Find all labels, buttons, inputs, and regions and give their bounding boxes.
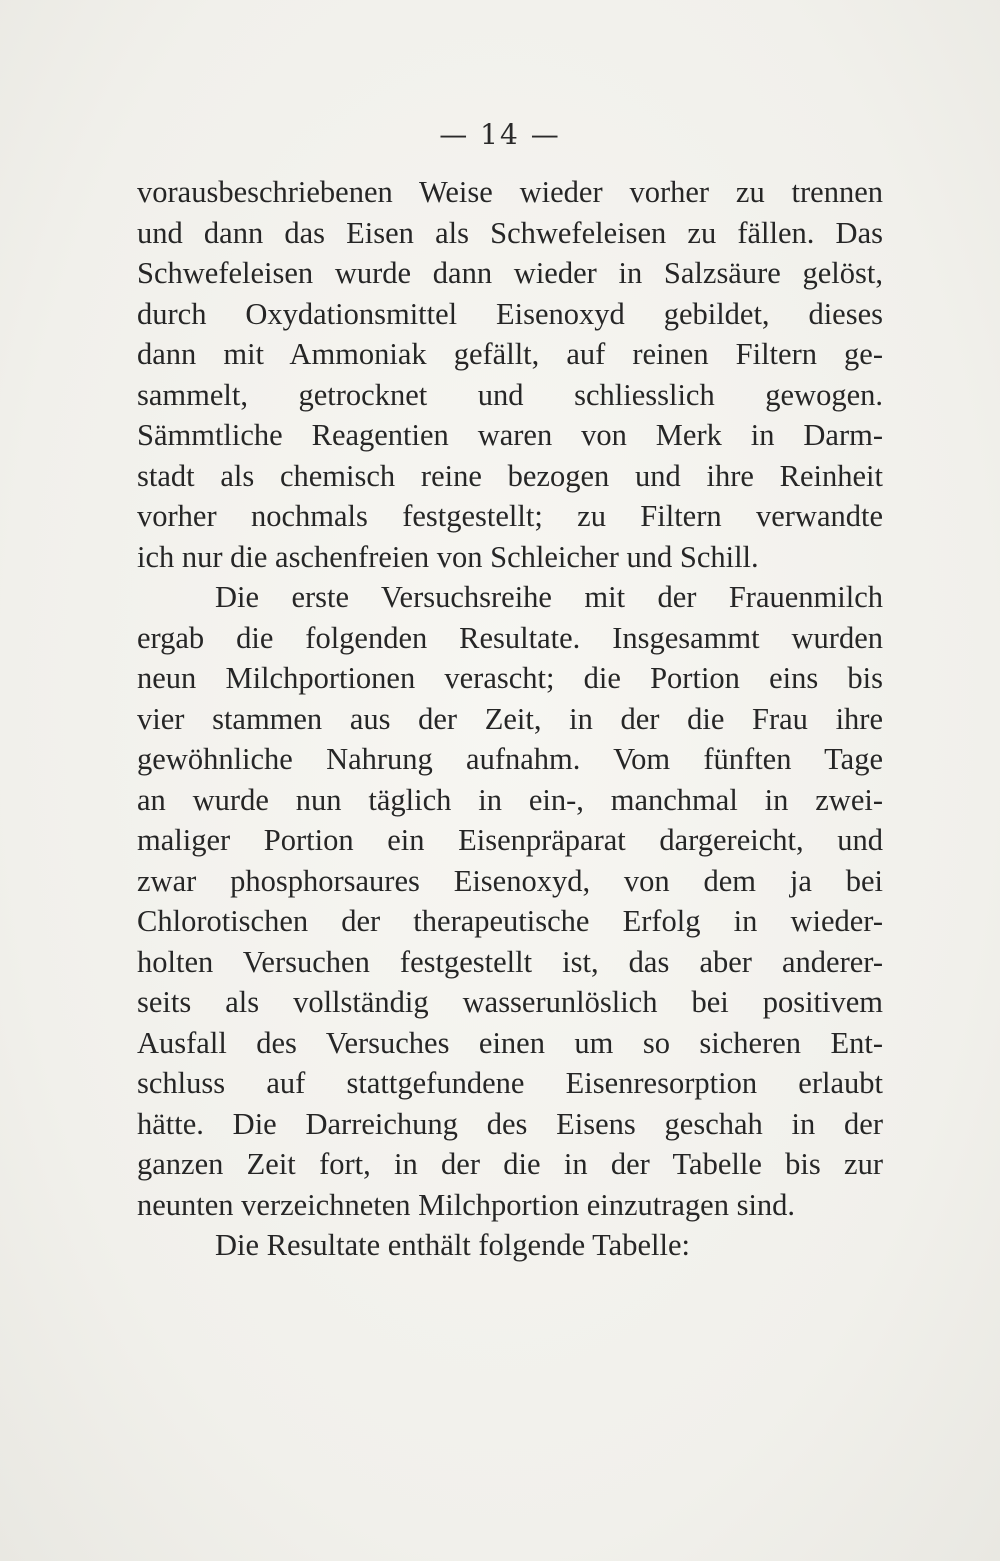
page-number: — 14 — bbox=[439, 118, 561, 151]
text-line: und dann das Eisen als Schwefeleisen zu fällen. Das bbox=[137, 215, 883, 250]
text-line: zwar phosphorsaures Eisenoxyd, von dem ja bei bbox=[137, 863, 883, 898]
text-line: stadt als chemisch reine bezogen und ihre Reinheit bbox=[137, 458, 883, 493]
text-line: dann mit Ammoniak gefällt, auf reinen Filtern ge- bbox=[137, 337, 883, 371]
text-line: Chlorotischen der therapeutische Erfolg in wieder- bbox=[137, 904, 883, 938]
text-line: maliger Portion ein Eisenpräparat dargereicht, und bbox=[137, 823, 883, 857]
text-line: vorher nochmals festgestellt; zu Filtern verwandte bbox=[137, 499, 883, 533]
text-line: schluss auf stattgefundene Eisenresorption erlaubt bbox=[137, 1066, 883, 1100]
text-line: an wurde nun täglich in ein-, manchmal in zwei- bbox=[137, 782, 883, 817]
paragraph-start-line: Die erste Versuchsreihe mit der Frauenmilch bbox=[215, 580, 883, 614]
text-line: Ausfall des Versuches einen um so sicheren Ent- bbox=[137, 1025, 883, 1060]
text-line: ganzen Zeit fort, in der die in der Tabelle bis zur bbox=[137, 1147, 883, 1181]
text-line: Schwefeleisen wurde dann wieder in Salzsäure gelöst, bbox=[137, 256, 883, 290]
text-line: sammelt, getrocknet und schliesslich gewogen. bbox=[137, 377, 883, 412]
text-line: ergab die folgenden Resultate. Insgesammt wurden bbox=[137, 620, 883, 655]
text-line: seits als vollständig wasserunlöslich bei positivem bbox=[137, 985, 883, 1019]
text-line: holten Versuchen festgestellt ist, das aber anderer- bbox=[137, 944, 883, 979]
text-line: neun Milchportionen verascht; die Portion eins bis bbox=[137, 661, 883, 695]
paragraph-start-line: Die Resultate enthält folgende Tabelle: bbox=[215, 1228, 690, 1262]
text-line: neunten verzeichneten Milchportion einzutragen sind. bbox=[137, 1187, 796, 1222]
text-line: Sämmtliche Reagentien waren von Merk in Darm- bbox=[137, 418, 883, 452]
text-line: ich nur die aschenfreien von Schleicher und Schill. bbox=[137, 539, 759, 574]
text-line: vier stammen aus der Zeit, in der die Frau ihre bbox=[137, 701, 883, 736]
body-text bbox=[137, 172, 883, 1266]
text-line: hätte. Die Darreichung des Eisens geschah in der bbox=[137, 1106, 883, 1141]
text-line: durch Oxydationsmittel Eisenoxyd gebildet, dieses bbox=[137, 296, 883, 331]
text-line: vorausbeschriebenen Weise wieder vorher zu trennen bbox=[137, 175, 883, 209]
text-line: gewöhnliche Nahrung aufnahm. Vom fünften Tage bbox=[137, 742, 883, 776]
